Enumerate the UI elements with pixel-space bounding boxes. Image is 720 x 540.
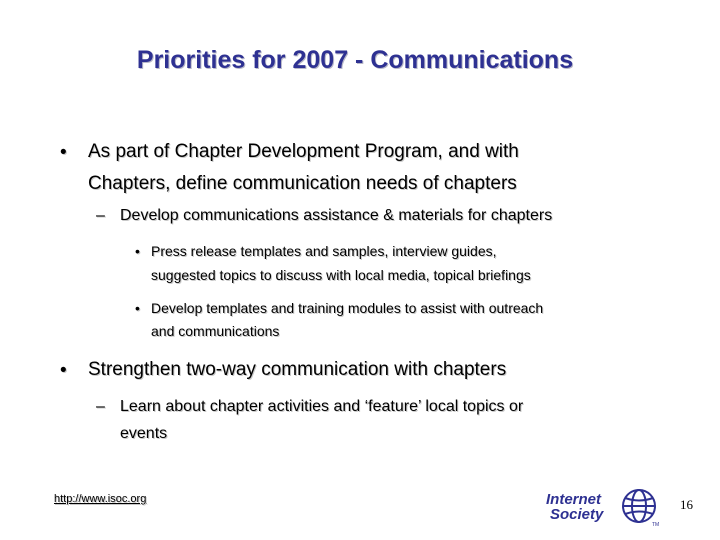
sub-sub-bullet-marker: • [135, 300, 140, 316]
page-number: 16 [680, 497, 693, 512]
bullet-text: As part of Chapter Development Program, and with [88, 141, 519, 162]
logo-trademark: TM [652, 522, 660, 528]
sub-bullet-text: events [120, 425, 168, 442]
sub-sub-bullet-text: Press release templates and samples, interview guides, [151, 243, 497, 259]
sub-sub-bullet-text: Develop templates and training modules to assist with outreach [151, 300, 544, 316]
footer-url-link[interactable]: http://www.isoc.org [54, 493, 147, 505]
sub-sub-bullet-text: suggested topics to discuss with local media, topical briefings [151, 267, 531, 283]
slide-title: Priorities for 2007 - Communications [136, 46, 574, 74]
sub-sub-bullet-text: and communications [151, 323, 280, 339]
bullet-text: Strengthen two-way communication with chapters [88, 359, 507, 380]
globe-icon [623, 490, 655, 522]
bullet-marker: • [60, 360, 67, 381]
bullet-text: Chapters, define communication needs of chapters [88, 173, 517, 194]
bullet-marker: • [60, 142, 67, 163]
internet-society-logo [544, 484, 669, 528]
sub-bullet-text: Learn about chapter activities and ‘feature’ local topics or [120, 398, 524, 415]
logo-text-society: Society [550, 506, 604, 523]
sub-sub-bullet-marker: • [135, 243, 140, 259]
logo-text-internet: Internet [546, 491, 602, 508]
sub-bullet-marker: – [96, 398, 105, 415]
sub-bullet-marker: – [96, 207, 105, 224]
sub-bullet-text: Develop communications assistance & materials for chapters [120, 207, 553, 224]
